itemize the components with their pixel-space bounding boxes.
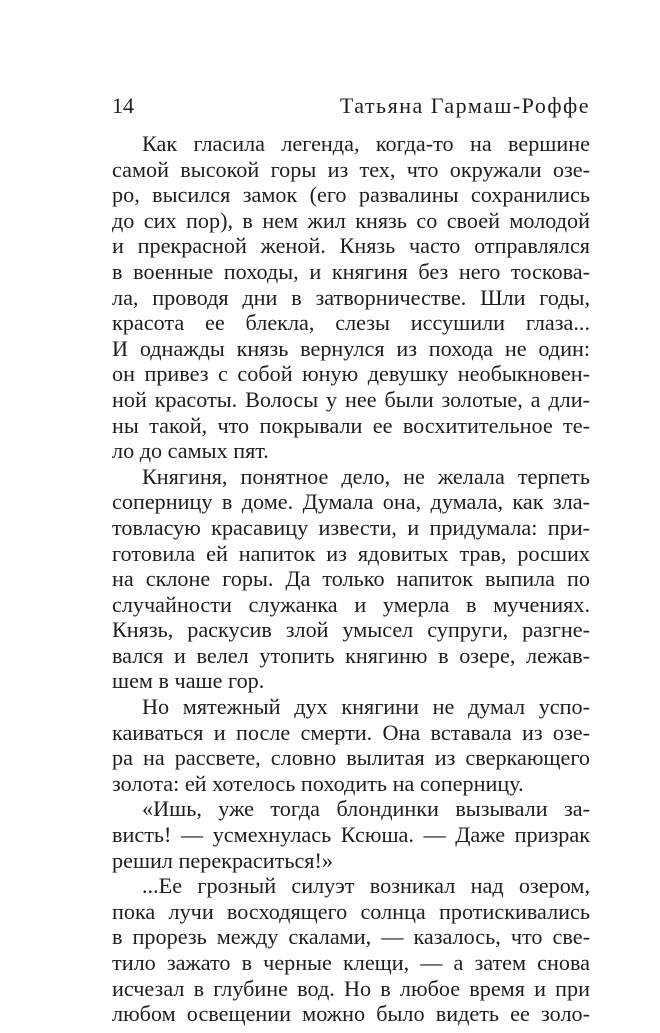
paragraph-legend [112, 131, 590, 464]
running-head [112, 93, 590, 119]
text-line: Князь, раскусив злой умысел супруги, разгне- [112, 617, 590, 643]
text-line: тило зажато в черные клещи, — а затем снова [112, 950, 590, 975]
text-line: решил перекраситься!» [112, 847, 333, 873]
text-line: Но мятежный дух княгини не думал успо- [142, 694, 590, 720]
text-line: он привез с собой юную девушку необыкновен- [112, 361, 590, 387]
text-line: ла, проводя дни в затворничестве. Шли годы, [112, 284, 590, 310]
text-line: на склоне горы. Да только напиток выпила по [112, 566, 590, 592]
text-line: золота: ей хотелось походить на соперницу. [112, 770, 524, 796]
text-line: товласую красавицу извести, и придумала: при- [112, 514, 590, 540]
text-line: «Ишь, уже тогда блондинки вызывали за- [142, 796, 590, 822]
text-line: ной красоты. Волосы у нее были золотые, а дли- [112, 386, 590, 412]
text-line: каиваться и после смерти. Она вставала из озе- [112, 719, 590, 745]
page-number: 14 [112, 93, 134, 118]
paragraph-ksyusha [112, 796, 590, 873]
paragraph-princess [112, 464, 590, 694]
text-line: красота ее блекла, слезы иссушили глаза... [112, 310, 590, 336]
text-line: любом освещении можно было видеть ее золо- [112, 1001, 590, 1027]
paragraph-spirit [112, 694, 590, 796]
text-line: готовила ей напиток из ядовитых трав, росших [112, 540, 590, 566]
text-line: исчезал в глубине вод. Но в любое время и при [112, 975, 590, 1001]
text-line: соперницу в доме. Думала она, думала, как зла- [112, 489, 590, 515]
text-line: ра на рассвете, словно вылитая из сверкающего [112, 745, 590, 771]
text-line: самой высокой горы из тех, что окружали озе- [112, 156, 590, 182]
text-line: висть! — усмехнулась Ксюша. — Даже призрак [112, 822, 590, 848]
paragraph-silhouette [112, 873, 590, 1027]
author-name: Татьяна Гармаш-Роффе [339, 93, 590, 118]
text-line: в прорезь между скалами, — казалось, что све- [112, 924, 590, 950]
text-line: и прекрасной женой. Князь часто отправлялся [112, 233, 590, 259]
text-line: Княгиня, понятное дело, не желала терпеть [142, 463, 590, 489]
text-line: шем в чаше гор. [112, 668, 265, 694]
text-line: ро, высился замок (его развалины сохранились [112, 182, 590, 208]
text-line: ...Ее грозный силуэт возникал над озером, [142, 873, 590, 899]
text-line: в военные походы, и княгиня без него тоскова- [112, 258, 590, 284]
text-line: Как гласила легенда, когда-то на вершине [142, 131, 590, 156]
text-line: И однажды князь вернулся из похода не один: [112, 335, 590, 361]
text-line: ло до самых пят. [112, 438, 269, 464]
text-line: пока лучи восходящего солнца протискивались [112, 898, 590, 924]
text-line: до сих пор), в нем жил князь со своей молодой [112, 207, 590, 233]
body-text [112, 131, 590, 1027]
text-line: вался и велел утопить княгиню в озере, лежав- [112, 642, 590, 668]
text-line: ны такой, что покрывали ее восхитительное те- [112, 412, 590, 438]
text-line: случайности служанка и умерла в мучениях. [112, 591, 590, 617]
